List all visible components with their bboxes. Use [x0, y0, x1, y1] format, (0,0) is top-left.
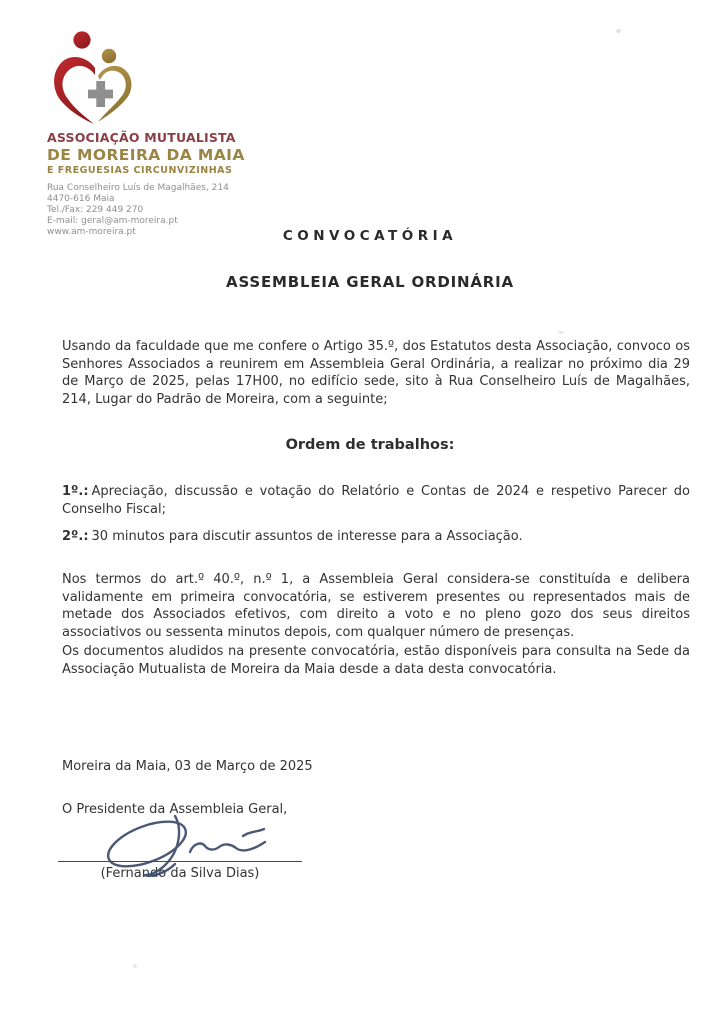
medical-cross-icon — [88, 81, 113, 107]
address-postal: 4470-616 Maia — [47, 194, 115, 204]
handwritten-signature — [75, 814, 310, 880]
org-name-line1: ASSOCIAÇÃO MUTUALISTA — [47, 130, 236, 145]
association-heart-logo-icon — [52, 31, 140, 125]
address-email: E-mail: geral@am-moreira.pt — [47, 216, 178, 226]
address-website: www.am-moreira.pt — [47, 227, 136, 237]
document-subtitle: ASSEMBLEIA GERAL ORDINÁRIA — [226, 273, 514, 291]
signatory-name: (Fernando da Silva Dias) — [100, 866, 260, 881]
agenda-item-2 — [62, 528, 690, 546]
agenda-item-2-text: 30 minutos para discutir assuntos de interesse para a Associação. — [91, 529, 523, 544]
scan-artifact — [133, 964, 137, 968]
org-name-line2: DE MOREIRA DA MAIA — [47, 146, 245, 164]
org-name-line3: E FREGUESIAS CIRCUNVIZINHAS — [47, 165, 233, 176]
agenda-item-1-text: Apreciação, discussão e votação do Relatório e Contas de 2024 e respetivo Parecer do Conselho Fiscal; — [62, 484, 690, 517]
documents-paragraph: Os documentos aludidos na presente convocatória, estão disponíveis para consulta na Sede da Associação Mutualista de Moreira da Maia desde a data desta convocatória. — [62, 644, 690, 677]
address-phone: Tel./Fax: 229 449 270 — [47, 205, 144, 215]
agenda-item-1 — [62, 483, 690, 519]
logo-gold-head — [102, 49, 116, 63]
logo-red-head — [73, 31, 90, 48]
intro-paragraph: Usando da faculdade que me confere o Artigo 35.º, dos Estatutos desta Associação, convoco os Senhores Associados a reunirem em Assembleia Geral Ordinária, a realizar no próximo dia 29 de Março de 2025, pelas 17H00, no edifício sede, sito à Rua Conselheiro Luís de Magalhães, 214, Lugar do Padrão de Moreira, com a seguinte; — [62, 339, 690, 407]
address-street: Rua Conselheiro Luís de Magalhães, 214 — [47, 183, 229, 193]
agenda-item-2-number: 2º.: — [62, 529, 89, 544]
quorum-paragraph: Nos termos do art.º 40.º, n.º 1, a Assembleia Geral considera-se constituída e delibera validamente em primeira convocatória, se estiverem presentes ou representados mais de metade dos Associados efetivos, com direito a voto e no pleno gozo dos seus direitos associativos ou sessenta minutos depois, com qualquer número de presenças. — [62, 572, 690, 640]
agenda-item-1-number: 1º.: — [62, 484, 89, 499]
dateline: Moreira da Maia, 03 de Março de 2025 — [62, 759, 313, 774]
signoff-line: O Presidente da Assembleia Geral, — [62, 802, 288, 817]
scan-artifact — [558, 331, 564, 334]
scan-artifact — [616, 29, 621, 33]
agenda-heading: Ordem de trabalhos: — [285, 437, 455, 453]
document-title: CONVOCATÓRIA — [282, 228, 458, 244]
